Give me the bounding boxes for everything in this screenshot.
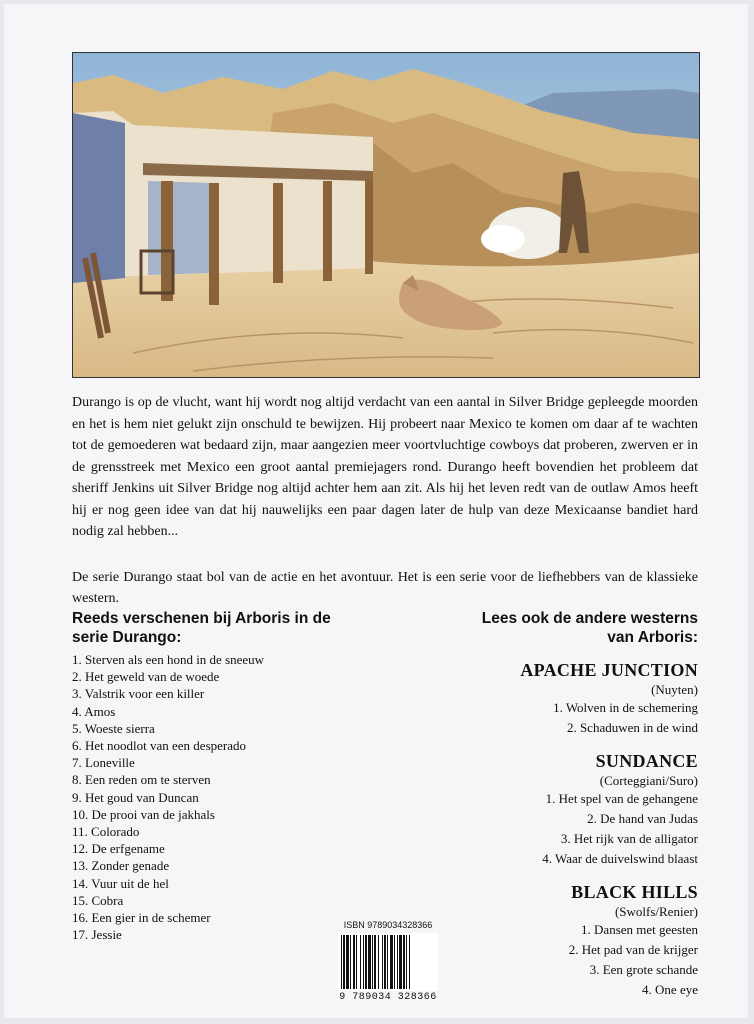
barcode-digits: 9 789034 328366 (339, 992, 437, 1003)
list-item: 11. Colorado (72, 824, 140, 840)
list-item: 3. Valstrik voor een killer (72, 686, 205, 702)
list-item: 1. Wolven in de schemering (553, 700, 698, 715)
series-apache-junction (474, 659, 698, 738)
list-item: 15. Cobra (72, 892, 124, 908)
list-item: 9. Het goud van Duncan (72, 789, 199, 805)
series-authors: (Swolfs/Renier) (614, 904, 698, 919)
list-item: 12. De erfgename (72, 841, 165, 857)
list-item: 13. Zonder genade (72, 858, 170, 874)
other-westerns-heading: Lees ook de andere westerns van Arboris: (481, 610, 698, 646)
list-item: 1. Dansen met geesten (581, 922, 698, 937)
isbn-label: ISBN 9789034328366 (343, 920, 433, 930)
list-item: 5. Woeste sierra (72, 720, 155, 736)
series-authors: (Corteggiani/Suro) (599, 773, 698, 788)
series-title: BLACK HILLS (571, 882, 698, 902)
list-item: 4. Waar de duivelswind blaast (542, 851, 698, 866)
isbn-barcode (338, 920, 438, 1003)
synopsis-paragraph: Durango is op de vlucht, want hij wordt nog altijd verdacht van een aantal in Silver Bridge gepleegde moorden en het is hem niet gelukt zijn onschuld te bewijzen. Hij probeert naar Mexico te komen om daar af te wachten tot de gemoederen wat bedaard zijn, maar aangezien meer voortvluchtige cowboys dat proberen, zwerven er in de grensstreek met Mexico een groot aantal premiejagers rond. Durango heeft bovendien het probleem dat sheriff Jenkins uit Silver Bridge nog altijd achter hem aan zit. Als hij het leven redt van de outlaw Amos heeft hij er nog geen idee van dat hij nauwelijks een paar dagen later de hulp van deze Mexicaanse bandiet hard nodig zal hebben... (72, 395, 698, 539)
list-item: 10. De prooi van de jakhals (72, 806, 215, 822)
list-item: 1. Het spel van de gehangene (545, 791, 698, 806)
list-item: 2. Het geweld van de woede (72, 669, 220, 685)
published-titles (72, 609, 332, 943)
published-heading: Reeds verschenen bij Arboris in de serie Durango: (72, 610, 331, 646)
list-item: 8. Een reden om te sterven (72, 772, 211, 788)
series-title: SUNDANCE (595, 751, 698, 771)
series-list (474, 698, 698, 738)
list-item: 17. Jessie (72, 927, 122, 943)
list-item: 7. Loneville (72, 755, 135, 771)
barcode-icon (338, 933, 438, 991)
series-description: De serie Durango staat bol van de actie en het avontuur. Het is een serie voor de liefhebbers van de klassieke western. (72, 569, 698, 606)
list-item: 6. Het noodlot van een desperado (72, 738, 247, 754)
synopsis (72, 392, 698, 634)
list-item: 4. Amos (72, 703, 116, 719)
series-list (474, 789, 698, 869)
list-item: 3. Een grote schande (589, 962, 698, 977)
cover-illustration (72, 52, 700, 378)
series-authors: (Nuyten) (651, 682, 698, 697)
list-item: 4. One eye (642, 982, 698, 997)
back-cover (4, 4, 748, 1018)
other-westerns (474, 609, 698, 1012)
list-item: 3. Het rijk van de alligator (560, 831, 698, 846)
series-title: APACHE JUNCTION (520, 660, 698, 680)
list-item: 14. Vuur uit de hel (72, 875, 169, 891)
list-item: 2. Schaduwen in de wind (566, 720, 698, 735)
list-item: 1. Sterven als een hond in de sneeuw (72, 652, 265, 667)
list-item: 16. Een gier in de schemer (72, 910, 211, 926)
series-black-hills (474, 881, 698, 1000)
list-item: 2. Het pad van de krijger (568, 942, 698, 957)
series-list (474, 920, 698, 1000)
list-item: 2. De hand van Judas (587, 811, 698, 826)
published-list (72, 651, 332, 943)
series-sundance (474, 750, 698, 869)
